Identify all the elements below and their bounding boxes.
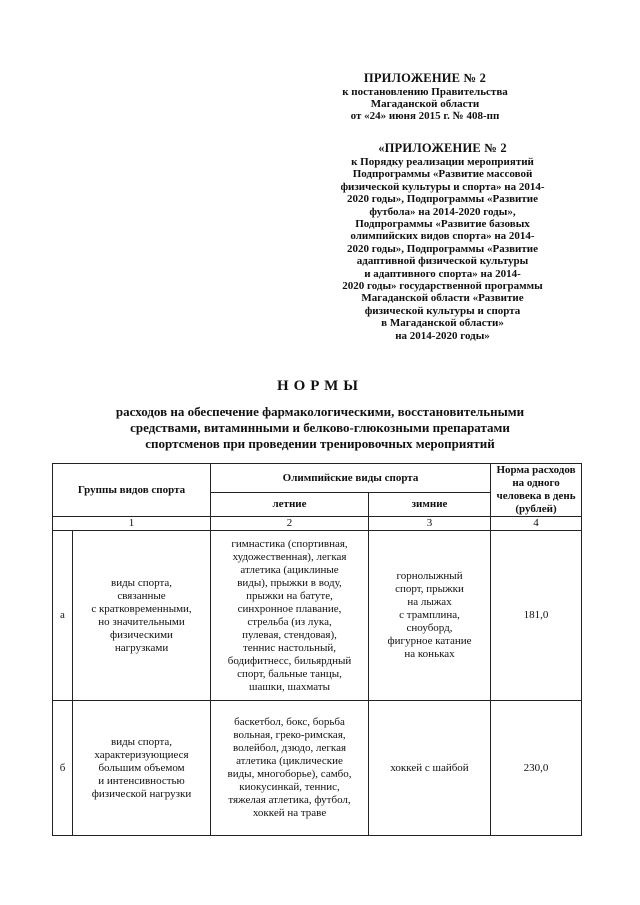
winter-sports: [369, 531, 491, 701]
group-line: с кратковременными,: [91, 602, 192, 615]
norm-value: 181,0: [491, 531, 582, 701]
group-line: физической нагрузки: [91, 787, 192, 800]
header-norm-line: на одного: [512, 477, 560, 489]
order-appendix-line: 2020 годы», Подпрограммы «Развитие: [346, 193, 539, 206]
sport-line: спорт, бальные танцы,: [237, 667, 342, 680]
subtitle-line: расходов на обеспечение фармакологическими, восстановительными: [115, 404, 525, 419]
sport-line: виды, многоборье), самбо,: [227, 768, 352, 780]
order-appendix-line: адаптивной физической культуры: [356, 255, 529, 268]
order-appendix-title: «ПРИЛОЖЕНИЕ № 2: [378, 141, 507, 155]
sport-line: баскетбол, бокс, борьба: [234, 716, 345, 728]
sport-line: прыжки на батуте,: [246, 589, 333, 602]
column-number: 3: [369, 517, 491, 531]
sport-line: шашки, шахматы: [248, 680, 331, 693]
sport-line: синхронное плавание,: [237, 602, 342, 615]
order-appendix-line: Магаданской области «Развитие: [361, 292, 524, 305]
group-line: и интенсивностью: [98, 774, 185, 787]
sport-line: бодифитнесс, бильярдный: [227, 654, 352, 667]
sport-line: хоккей с шайбой: [390, 761, 469, 774]
norms-table: [52, 463, 582, 836]
order-appendix-line: на 2014-2020 годы»: [395, 329, 490, 342]
sport-line: спорт, прыжки: [395, 583, 464, 595]
group-line: но значительными: [98, 615, 185, 628]
sport-line: киокусинкай, теннис,: [239, 781, 340, 793]
sport-line: сноуборд,: [406, 622, 453, 634]
table-row: [53, 701, 582, 836]
sport-line: теннис настольный,: [242, 641, 337, 654]
column-number-row: [53, 517, 582, 531]
header-summer: летние: [211, 493, 369, 517]
sport-line: виды), прыжки в воду,: [237, 576, 342, 589]
header-norm-line: Норма расходов: [496, 464, 576, 476]
sport-line: горнолыжный: [396, 570, 463, 582]
subtitle-line: средствами, витаминными и белково-глюкозными препаратами: [130, 420, 510, 435]
order-appendix-header: [300, 140, 585, 342]
order-appendix-line: 2020 годы» государственной программы: [342, 280, 543, 293]
order-appendix-line: Подпрограммы «Развитие базовых: [355, 218, 530, 231]
sport-line: стрельба (из лука,: [247, 615, 332, 628]
header-norm: [491, 464, 582, 517]
winter-sports: [369, 701, 491, 836]
sport-line: вольная, греко-римская,: [233, 729, 346, 741]
table-row: [53, 531, 582, 701]
sport-line: пулевая, стендовая),: [242, 628, 337, 641]
summer-sports: [211, 701, 369, 836]
group-line: физическими: [110, 628, 173, 641]
sport-line: волейбол, дзюдо, легкая: [233, 742, 347, 754]
column-number: 2: [211, 517, 369, 531]
group-line: виды спорта,: [111, 576, 173, 589]
sport-line: с трамплина,: [399, 609, 460, 621]
sport-line: хоккей на траве: [252, 807, 327, 819]
sport-line: гимнастика (спортивная,: [231, 537, 348, 550]
appendix-line: от «24» июня 2015 г. № 408-пп: [350, 110, 500, 122]
appendix-header: [330, 70, 520, 122]
group-description: [73, 701, 211, 836]
subtitle-line: спортсменов при проведении тренировочных мероприятий: [145, 436, 495, 451]
order-appendix-line: в Магаданской области»: [381, 317, 504, 330]
header-groups: Группы видов спорта: [53, 464, 211, 517]
group-line: связанные: [117, 589, 166, 602]
sport-line: художественная), легкая: [232, 550, 347, 563]
order-appendix-line: Подпрограммы «Развитие массовой: [352, 168, 533, 181]
order-appendix-line: и адаптивного спорта» на 2014-: [364, 267, 521, 280]
group-description: [73, 531, 211, 701]
document-subtitle: [0, 404, 640, 452]
order-appendix-line: к Порядку реализации мероприятий: [351, 156, 534, 168]
table-header-row: [53, 464, 582, 493]
sport-line: на лыжах: [407, 596, 452, 608]
sport-line: на коньках: [404, 648, 455, 660]
row-letter: б: [53, 701, 73, 836]
order-appendix-line: физической культуры и спорта: [364, 304, 521, 317]
header-winter: зимние: [369, 493, 491, 517]
sport-line: тяжелая атлетика, футбол,: [228, 794, 351, 806]
group-line: характеризующиеся: [94, 748, 189, 761]
sport-line: атлетика (циклические: [236, 755, 343, 767]
norm-value: 230,0: [491, 701, 582, 836]
column-number: 4: [491, 517, 582, 531]
document-title: НОРМЫ: [276, 378, 364, 394]
appendix-title: ПРИЛОЖЕНИЕ № 2: [363, 71, 487, 85]
order-appendix-line: олимпийских видов спорта» на 2014-: [350, 230, 535, 243]
group-line: виды спорта,: [111, 735, 173, 748]
order-appendix-line: 2020 годы», Подпрограммы «Развитие: [346, 242, 539, 255]
header-norm-line: человека в день: [496, 490, 576, 502]
column-number: 1: [53, 517, 211, 531]
sport-line: атлетика (ациклиные: [240, 563, 339, 576]
header-norm-line: (рублей): [515, 503, 557, 515]
sport-line: фигурное катание: [387, 635, 472, 647]
header-olympic: Олимпийские виды спорта: [211, 464, 491, 493]
group-line: нагрузками: [114, 641, 169, 654]
order-appendix-line: физической культуры и спорта» на 2014-: [340, 180, 545, 193]
order-appendix-line: футбола» на 2014-2020 годы»,: [369, 205, 516, 218]
row-letter: а: [53, 531, 73, 701]
group-line: большим объемом: [98, 761, 185, 774]
appendix-line: Магаданской области: [370, 98, 480, 110]
appendix-line: к постановлению Правительства: [342, 86, 508, 98]
summer-sports: [211, 531, 369, 701]
